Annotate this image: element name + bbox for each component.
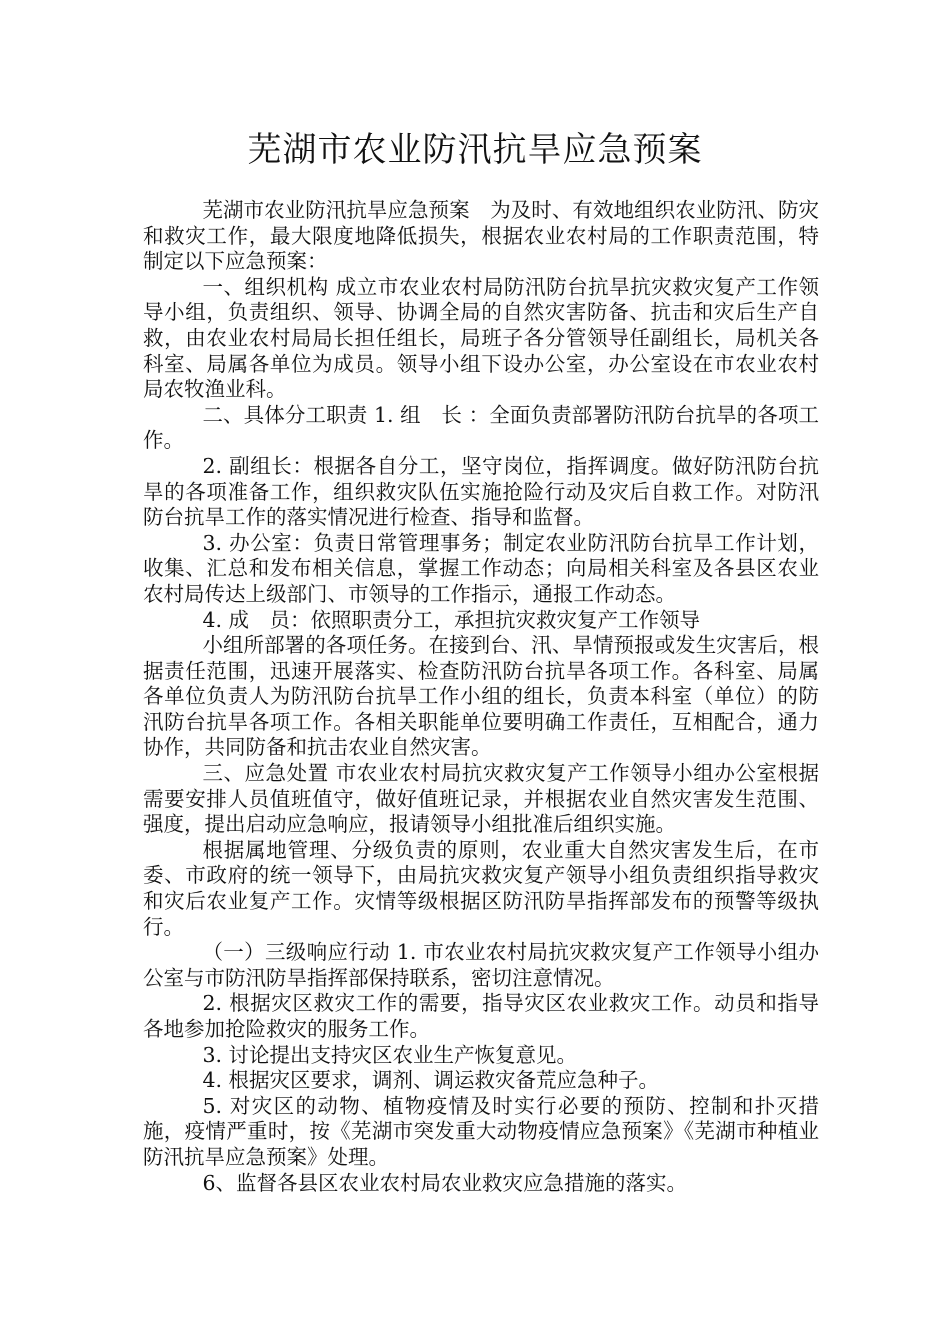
paragraph-level3-action-3: 3. 讨论提出支持灾区农业生产恢复意见。 xyxy=(202,1042,578,1067)
paragraph-principle: 根据属地管理、分级负责的原则，农业重大自然灾害发生后，在市委、市政府的统一领导下，由局抗灾救灾复产领导小组负责组织指导救灾和灾后农业复产工作。灾情等级根据区防汛防旱指挥部发布的预警等级执行。 xyxy=(143,837,819,939)
document-title: 芜湖市农业防汛抗旱应急预案 xyxy=(247,130,703,170)
paragraph-level3-action-5: 5. 对灾区的动物、植物疫情及时实行必要的预防、控制和扑灭措施，疫情严重时，按《芜湖市突发重大动物疫情应急预案》《芜湖市种植业防汛抗旱应急预案》处理。 xyxy=(143,1093,819,1169)
paragraph-organization: 一、组织机构 成立市农业农村局防汛防台抗旱抗灾救灾复产工作领导小组，负责组织、领导、协调全局的自然灾害防备、抗击和灾后生产自救，由农业农村局局长担任组长，局班子各分管领导任副组长，局机关各科室、局属各单位为成员。领导小组下设办公室，办公室设在市农业农村局农牧渔业科。 xyxy=(143,274,819,402)
document-body xyxy=(143,198,819,1196)
paragraph-intro: 芜湖市农业防汛抗旱应急预案 为及时、有效地组织农业防汛、防灾和救灾工作，最大限度地降低损失，根据农业农村局的工作职责范围，特制定以下应急预案： xyxy=(143,198,819,274)
paragraph-duties-deputy: 2. 副组长：根据各自分工，坚守岗位，指挥调度。做好防汛防台抗旱的各项准备工作，组织救灾队伍实施抢险行动及灾后自救工作。对防汛防台抗旱工作的落实情况进行检查、指导和监督。 xyxy=(143,453,819,530)
paragraph-level3-action-6: 6、监督各县区农业农村局农业救灾应急措施的落实。 xyxy=(202,1170,687,1195)
paragraph-emergency-response: 三、应急处置 市农业农村局抗灾救灾复产工作领导小组办公室根据需要安排人员值班值守，做好值班记录，并根据农业自然灾害发生范围、强度，提出启动应急响应，报请领导小组批准后组织实施。 xyxy=(143,761,819,837)
paragraph-level3-action-1: （一）三级响应行动 1. 市农业农村局抗灾救灾复产工作领导小组办公室与市防汛防旱指挥部保持联系，密切注意情况。 xyxy=(143,940,819,990)
paragraph-level3-action-2: 2. 根据灾区救灾工作的需要，指导灾区农业救灾工作。动员和指导各地参加抢险救灾的服务工作。 xyxy=(143,991,819,1041)
paragraph-duties-members: 4. 成 员：依照职责分工，承担抗灾救灾复产工作领导 xyxy=(202,607,701,632)
paragraph-level3-action-4: 4. 根据灾区要求，调剂、调运救灾备荒应急种子。 xyxy=(202,1068,660,1093)
paragraph-members-continued: 小组所部署的各项任务。在接到台、汛、旱情预报或发生灾害后，根据责任范围，迅速开展落实、检查防汛防台抗旱各项工作。各科室、局属各单位负责人为防汛防台抗旱工作小组的组长，负责本科室（单位）的防汛防台抗旱各项工作。各相关职能单位要明确工作责任，互相配合，通力协作，共同防备和抗击农业自然灾害。 xyxy=(143,633,819,760)
paragraph-duties-leader: 二、具体分工职责 1. 组 长 ：全面负责部署防汛防台抗旱的各项工作。 xyxy=(143,402,819,453)
paragraph-duties-office: 3. 办公室：负责日常管理事务；制定农业防汛防台抗旱工作计划，收集、汇总和发布相关信息，掌握工作动态；向局相关科室及各县区农业农村局传达上级部门、市领导的工作指示，通报工作动态。 xyxy=(143,530,819,606)
